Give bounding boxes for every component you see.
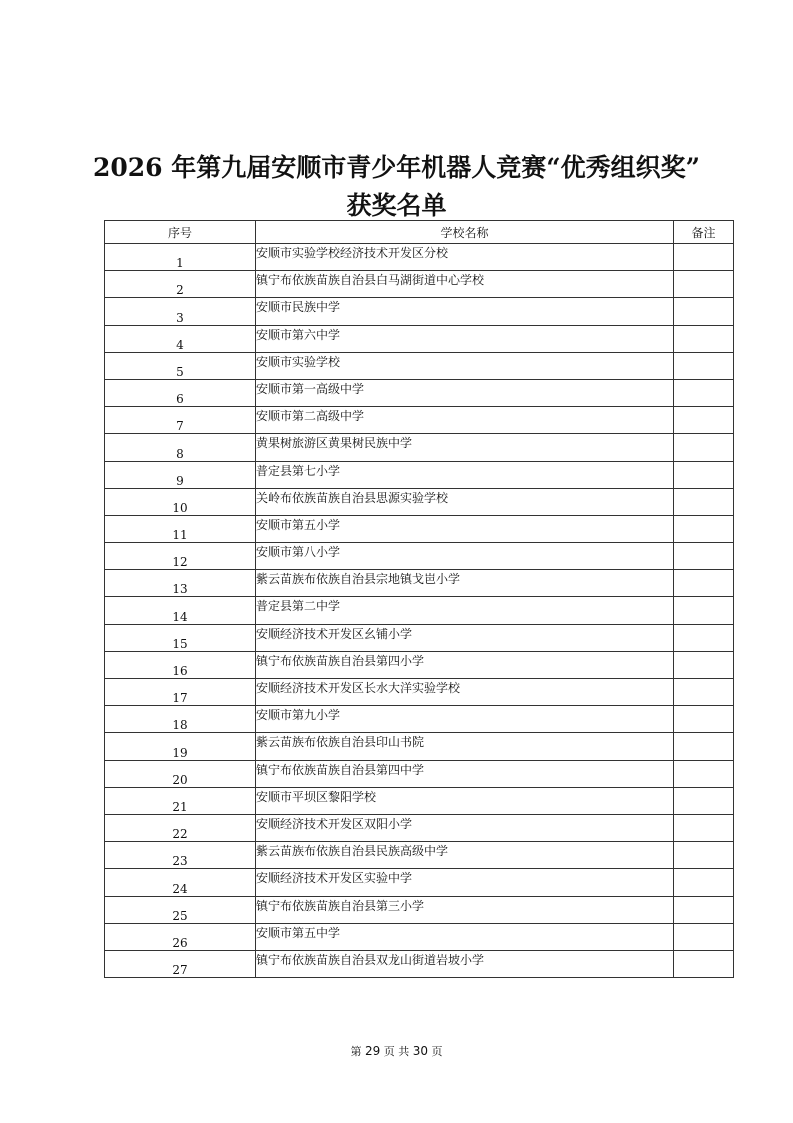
row-remarks: [674, 543, 734, 570]
table-row: [105, 923, 734, 950]
row-remarks: [674, 379, 734, 406]
row-remarks: [674, 814, 734, 841]
table-row: [105, 706, 734, 733]
table-row: [105, 434, 734, 461]
row-remarks: [674, 896, 734, 923]
row-remarks: [674, 570, 734, 597]
row-school-name: 安顺市第六中学: [256, 325, 674, 352]
row-serial-number: 22: [105, 814, 256, 841]
row-school-name: 安顺市第八小学: [256, 543, 674, 570]
row-serial-number: 21: [105, 787, 256, 814]
row-school-name: 镇宁布依族苗族自治县第四小学: [256, 651, 674, 678]
table-row: [105, 271, 734, 298]
table-body: [105, 244, 734, 978]
table-row: [105, 461, 734, 488]
row-serial-number: 4: [105, 325, 256, 352]
document-title-line-1: 2026 年第九届安顺市青少年机器人竞赛“优秀组织奖”: [92, 153, 701, 182]
award-list-table: [104, 220, 734, 978]
footer-current-page: 29: [364, 1044, 381, 1058]
row-serial-number: 6: [105, 379, 256, 406]
row-remarks: [674, 407, 734, 434]
row-school-name: 安顺经济技术开发区双阳小学: [256, 814, 674, 841]
row-serial-number: 7: [105, 407, 256, 434]
table-row: [105, 896, 734, 923]
row-remarks: [674, 515, 734, 542]
row-serial-number: 23: [105, 842, 256, 869]
row-remarks: [674, 679, 734, 706]
row-serial-number: 3: [105, 298, 256, 325]
row-remarks: [674, 624, 734, 651]
header-school-name: 学校名称: [256, 221, 674, 244]
table-row: [105, 814, 734, 841]
row-serial-number: 1: [105, 244, 256, 271]
footer-prefix: 第: [350, 1045, 362, 1058]
table-row: [105, 679, 734, 706]
row-remarks: [674, 597, 734, 624]
row-remarks: [674, 461, 734, 488]
row-remarks: [674, 298, 734, 325]
row-serial-number: 20: [105, 760, 256, 787]
row-school-name: 安顺市民族中学: [256, 298, 674, 325]
row-school-name: 安顺经济技术开发区幺铺小学: [256, 624, 674, 651]
row-school-name: 紫云苗族布依族自治县民族高级中学: [256, 842, 674, 869]
footer-middle: 页 共: [383, 1045, 410, 1058]
table-row: [105, 760, 734, 787]
row-school-name: 安顺市第一高级中学: [256, 379, 674, 406]
row-remarks: [674, 651, 734, 678]
row-school-name: 安顺经济技术开发区长水大洋实验学校: [256, 679, 674, 706]
row-serial-number: 14: [105, 597, 256, 624]
row-school-name: 黄果树旅游区黄果树民族中学: [256, 434, 674, 461]
row-remarks: [674, 488, 734, 515]
table-row: [105, 787, 734, 814]
row-school-name: 镇宁布依族苗族自治县第四中学: [256, 760, 674, 787]
table-row: [105, 543, 734, 570]
row-serial-number: 17: [105, 679, 256, 706]
row-serial-number: 2: [105, 271, 256, 298]
row-remarks: [674, 787, 734, 814]
row-serial-number: 19: [105, 733, 256, 760]
row-remarks: [674, 950, 734, 977]
row-school-name: 普定县第二中学: [256, 597, 674, 624]
header-remarks: 备注: [674, 221, 734, 244]
row-school-name: 安顺市第五中学: [256, 923, 674, 950]
row-remarks: [674, 733, 734, 760]
table-row: [105, 379, 734, 406]
table-row: [105, 244, 734, 271]
table-row: [105, 570, 734, 597]
row-serial-number: 27: [105, 950, 256, 977]
row-serial-number: 24: [105, 869, 256, 896]
row-school-name: 镇宁布依族苗族自治县双龙山街道岩坡小学: [256, 950, 674, 977]
table-header-row: [105, 221, 734, 244]
row-school-name: 关岭布依族苗族自治县思源实验学校: [256, 488, 674, 515]
table-row: [105, 950, 734, 977]
row-serial-number: 18: [105, 706, 256, 733]
row-school-name: 镇宁布依族苗族自治县白马湖街道中心学校: [256, 271, 674, 298]
row-school-name: 安顺市实验学校: [256, 352, 674, 379]
table-row: [105, 733, 734, 760]
row-remarks: [674, 244, 734, 271]
table-row: [105, 597, 734, 624]
row-remarks: [674, 869, 734, 896]
table-row: [105, 325, 734, 352]
table-row: [105, 298, 734, 325]
row-remarks: [674, 352, 734, 379]
row-school-name: 安顺经济技术开发区实验中学: [256, 869, 674, 896]
row-school-name: 安顺市第五小学: [256, 515, 674, 542]
row-remarks: [674, 842, 734, 869]
row-serial-number: 13: [105, 570, 256, 597]
table-row: [105, 515, 734, 542]
row-serial-number: 15: [105, 624, 256, 651]
row-school-name: 安顺市实验学校经济技术开发区分校: [256, 244, 674, 271]
footer-suffix: 页: [431, 1045, 443, 1058]
row-serial-number: 11: [105, 515, 256, 542]
row-school-name: 安顺市第九小学: [256, 706, 674, 733]
footer-total-pages: 30: [412, 1044, 429, 1058]
row-serial-number: 10: [105, 488, 256, 515]
table-row: [105, 651, 734, 678]
table-row: [105, 352, 734, 379]
row-serial-number: 16: [105, 651, 256, 678]
row-school-name: 安顺市平坝区黎阳学校: [256, 787, 674, 814]
row-serial-number: 8: [105, 434, 256, 461]
row-serial-number: 9: [105, 461, 256, 488]
row-remarks: [674, 434, 734, 461]
row-school-name: 镇宁布依族苗族自治县第三小学: [256, 896, 674, 923]
row-serial-number: 5: [105, 352, 256, 379]
row-school-name: 紫云苗族布依族自治县印山书院: [256, 733, 674, 760]
row-school-name: 普定县第七小学: [256, 461, 674, 488]
row-remarks: [674, 760, 734, 787]
row-remarks: [674, 923, 734, 950]
row-serial-number: 26: [105, 923, 256, 950]
table-row: [105, 869, 734, 896]
row-remarks: [674, 706, 734, 733]
header-serial-number: 序号: [105, 221, 256, 244]
table-row: [105, 407, 734, 434]
table-row: [105, 842, 734, 869]
row-remarks: [674, 271, 734, 298]
table-row: [105, 488, 734, 515]
document-title-line-2: 获奖名单: [346, 191, 447, 220]
row-serial-number: 25: [105, 896, 256, 923]
row-serial-number: 12: [105, 543, 256, 570]
table-row: [105, 624, 734, 651]
row-school-name: 安顺市第二高级中学: [256, 407, 674, 434]
row-remarks: [674, 325, 734, 352]
row-school-name: 紫云苗族布依族自治县宗地镇戈岜小学: [256, 570, 674, 597]
page-footer: [0, 1043, 793, 1059]
